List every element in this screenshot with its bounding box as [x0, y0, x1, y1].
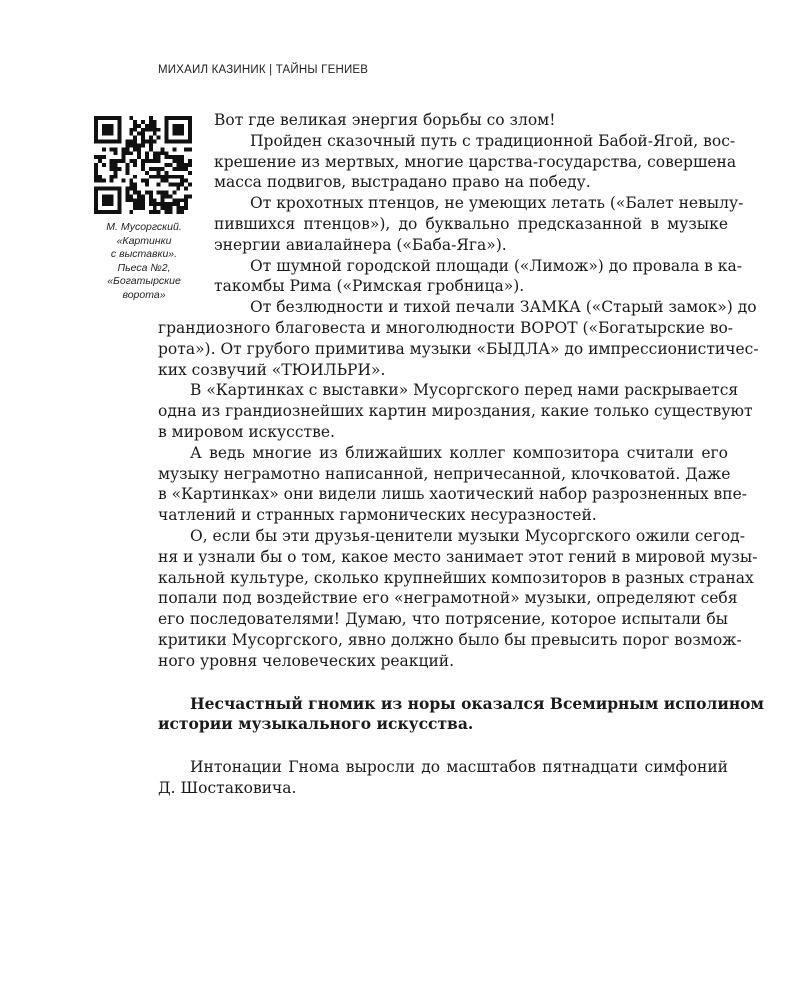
text-line: его последователями! Думаю, что потрясение, которое испытали бы — [158, 610, 728, 629]
text-line: в мировом искусстве. — [158, 422, 335, 441]
caption-line: с выставки». — [110, 248, 178, 260]
text-line: рота»). От грубого примитива музыки «БЫДЛА» до импрессионистичес- — [158, 339, 759, 358]
text-line: масса подвигов, выстрадано право на победу. — [214, 173, 591, 192]
text-line: Д. Шостаковича. — [158, 778, 297, 797]
text-line: О, если бы эти друзья-ценители музыки Мусоргского ожили сегод- — [190, 526, 745, 545]
text-line: пившихся птенцов»), до буквально предсказанной в музыке — [214, 214, 728, 233]
text-line: ня и узнали бы о том, какое место занимает этот гений в мировой музы- — [158, 547, 758, 566]
text-line: От безлюдности и тихой печали ЗАМКА («Старый замок») до — [250, 298, 757, 317]
text-line: критики Мусоргского, явно должно было бы превысить порог возмож- — [158, 630, 742, 649]
text-line: Пройден сказочный путь с традиционной Бабой-Ягой, вос- — [250, 131, 736, 150]
body-text — [158, 110, 764, 799]
text-line: музыку неграмотно написанной, непричесанной, клочковатой. Даже — [158, 464, 731, 483]
text-line: Интонации Гнома выросли до масштабов пятнадцати симфоний — [190, 758, 728, 777]
bold-text-line: истории музыкального искусства. — [158, 714, 474, 734]
text-line: грандиозного благовеста и многолюдности ВОРОТ («Богатырские во- — [158, 318, 734, 337]
text-line: В «Картинках с выставки» Мусоргского перед нами раскрывается — [190, 381, 739, 400]
text-line: попали под воздействие его «неграмотной» музыки, определяют себя — [158, 589, 738, 608]
text-line: чатлений и странных гармонических несуразностей. — [158, 506, 597, 525]
text-line: ного уровня человеческих реакций. — [158, 651, 455, 670]
caption-line: М. Мусоргский. — [106, 221, 182, 233]
caption-line: «Богатырские — [107, 275, 181, 287]
text-line: А ведь многие из ближайших коллег композитора считали его — [190, 443, 728, 462]
running-head: МИХАИЛ КАЗИНИК | ТАЙНЫ ГЕНИЕВ — [158, 64, 369, 76]
text-line: кальной культуре, сколько крупнейших композиторов в разных странах — [158, 568, 754, 587]
text-line: От крохотных птенцов, не умеющих летать («Балет невылу- — [250, 194, 744, 213]
text-line: одна из грандиознейших картин мироздания, какие только существуют — [158, 402, 753, 421]
text-line: такомбы Рима («Римская гробница»). — [214, 277, 525, 296]
text-line: От шумной городской площади («Лимож») до провала в ка- — [250, 256, 742, 275]
text-line: крешение из мертвых, многие царства-государства, совершена — [214, 152, 737, 171]
caption-line: ворота» — [122, 288, 166, 301]
text-line: энергии авиалайнера («Баба-Яга»). — [214, 235, 507, 254]
text-line: Вот где великая энергия борьбы со злом! — [214, 111, 556, 129]
bold-text-line: Несчастный гномик из норы оказался Всемирным исполином — [190, 693, 764, 713]
text-line: в «Картинках» они видели лишь хаотический набор разрозненных впе- — [158, 485, 748, 504]
caption-line: Пьеса №2, — [117, 261, 171, 274]
caption-line: «Картинки — [116, 234, 172, 247]
text-line: ких созвучий «ТЮИЛЬРИ». — [158, 360, 386, 379]
